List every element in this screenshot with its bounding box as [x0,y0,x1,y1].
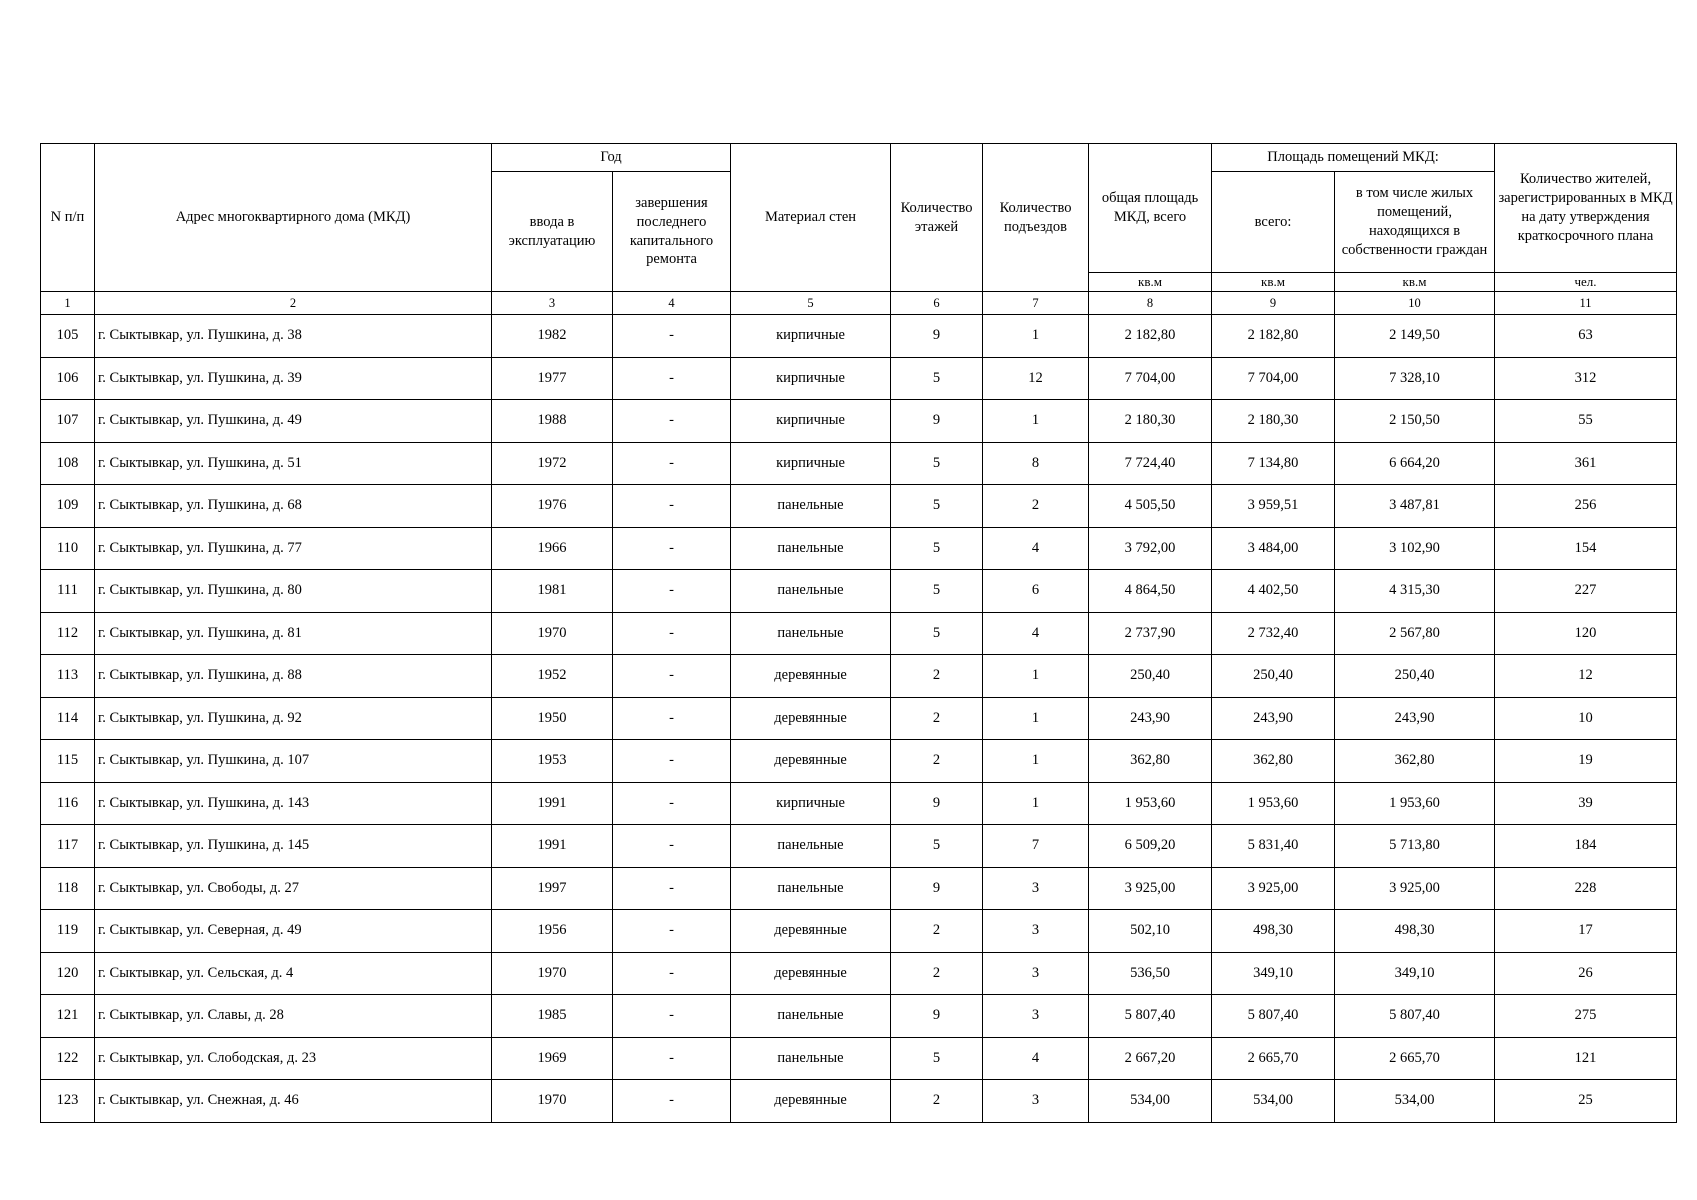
cell-total-area: 7 724,40 [1089,442,1212,485]
cell-row-num: 121 [41,995,95,1038]
cell-residents: 256 [1495,485,1677,528]
column-number: 7 [983,292,1089,315]
cell-residents: 184 [1495,825,1677,868]
cell-year-repair: - [613,825,731,868]
cell-residents: 39 [1495,782,1677,825]
header-address: Адрес многоквартирного дома (МКД) [95,144,492,292]
cell-total-area: 2 737,90 [1089,612,1212,655]
cell-entrances: 6 [983,570,1089,613]
table-row [41,1080,1677,1123]
cell-residents: 55 [1495,400,1677,443]
table-row [41,910,1677,953]
column-number: 2 [95,292,492,315]
cell-premises-residential: 2 149,50 [1335,315,1495,358]
cell-total-area: 2 180,30 [1089,400,1212,443]
cell-row-num: 123 [41,1080,95,1123]
cell-premises-residential: 2 665,70 [1335,1037,1495,1080]
table-row [41,995,1677,1038]
cell-wall-material: панельные [731,1037,891,1080]
cell-premises-total: 5 807,40 [1212,995,1335,1038]
cell-year-repair: - [613,995,731,1038]
header-premises-group: Площадь помещений МКД: [1212,144,1495,172]
column-number: 11 [1495,292,1677,315]
cell-floors: 5 [891,442,983,485]
cell-entrances: 3 [983,995,1089,1038]
table-header [41,144,1677,315]
table-row [41,782,1677,825]
cell-year-repair: - [613,697,731,740]
cell-total-area: 362,80 [1089,740,1212,783]
cell-premises-total: 1 953,60 [1212,782,1335,825]
cell-premises-total: 3 959,51 [1212,485,1335,528]
cell-premises-total: 534,00 [1212,1080,1335,1123]
cell-address: г. Сыктывкар, ул. Сельская, д. 4 [95,952,492,995]
cell-year-commission: 1969 [492,1037,613,1080]
cell-wall-material: кирпичные [731,442,891,485]
cell-entrances: 3 [983,952,1089,995]
cell-row-num: 108 [41,442,95,485]
cell-year-repair: - [613,485,731,528]
cell-premises-total: 3 484,00 [1212,527,1335,570]
cell-premises-total: 2 665,70 [1212,1037,1335,1080]
cell-address: г. Сыктывкар, ул. Пушкина, д. 92 [95,697,492,740]
column-number-row [41,292,1677,315]
cell-premises-total: 5 831,40 [1212,825,1335,868]
cell-total-area: 1 953,60 [1089,782,1212,825]
cell-year-commission: 1970 [492,952,613,995]
cell-entrances: 12 [983,357,1089,400]
cell-total-area: 4 864,50 [1089,570,1212,613]
cell-year-commission: 1953 [492,740,613,783]
table-row [41,655,1677,698]
cell-residents: 120 [1495,612,1677,655]
cell-floors: 5 [891,357,983,400]
cell-row-num: 122 [41,1037,95,1080]
cell-total-area: 6 509,20 [1089,825,1212,868]
cell-entrances: 3 [983,910,1089,953]
cell-premises-residential: 2 150,50 [1335,400,1495,443]
table-row [41,315,1677,358]
table-row [41,570,1677,613]
unit-total-area: кв.м [1089,273,1212,292]
cell-wall-material: кирпичные [731,315,891,358]
cell-premises-total: 2 180,30 [1212,400,1335,443]
cell-premises-total: 2 182,80 [1212,315,1335,358]
cell-residents: 19 [1495,740,1677,783]
table-row [41,867,1677,910]
table-row [41,825,1677,868]
cell-premises-residential: 3 487,81 [1335,485,1495,528]
cell-residents: 361 [1495,442,1677,485]
cell-residents: 17 [1495,910,1677,953]
cell-wall-material: панельные [731,995,891,1038]
cell-entrances: 8 [983,442,1089,485]
cell-floors: 5 [891,825,983,868]
cell-wall-material: панельные [731,570,891,613]
cell-year-commission: 1982 [492,315,613,358]
cell-address: г. Сыктывкар, ул. Пушкина, д. 68 [95,485,492,528]
cell-entrances: 1 [983,697,1089,740]
cell-entrances: 1 [983,782,1089,825]
cell-floors: 2 [891,655,983,698]
cell-year-commission: 1972 [492,442,613,485]
cell-address: г. Сыктывкар, ул. Слободская, д. 23 [95,1037,492,1080]
cell-wall-material: деревянные [731,697,891,740]
cell-premises-residential: 4 315,30 [1335,570,1495,613]
cell-total-area: 502,10 [1089,910,1212,953]
cell-wall-material: деревянные [731,740,891,783]
cell-entrances: 1 [983,655,1089,698]
cell-year-repair: - [613,655,731,698]
cell-row-num: 114 [41,697,95,740]
cell-total-area: 3 792,00 [1089,527,1212,570]
cell-total-area: 536,50 [1089,952,1212,995]
column-number: 1 [41,292,95,315]
cell-entrances: 7 [983,825,1089,868]
cell-premises-residential: 3 102,90 [1335,527,1495,570]
cell-premises-residential: 7 328,10 [1335,357,1495,400]
cell-row-num: 113 [41,655,95,698]
header-num: N п/п [41,144,95,292]
cell-address: г. Сыктывкар, ул. Пушкина, д. 145 [95,825,492,868]
cell-year-commission: 1952 [492,655,613,698]
cell-residents: 154 [1495,527,1677,570]
column-number: 5 [731,292,891,315]
table-row [41,400,1677,443]
cell-entrances: 4 [983,1037,1089,1080]
cell-entrances: 3 [983,1080,1089,1123]
cell-premises-total: 250,40 [1212,655,1335,698]
column-number: 10 [1335,292,1495,315]
cell-premises-residential: 5 713,80 [1335,825,1495,868]
cell-floors: 5 [891,1037,983,1080]
cell-row-num: 111 [41,570,95,613]
cell-premises-total: 3 925,00 [1212,867,1335,910]
cell-row-num: 105 [41,315,95,358]
cell-year-commission: 1977 [492,357,613,400]
cell-floors: 9 [891,867,983,910]
cell-row-num: 109 [41,485,95,528]
cell-year-repair: - [613,357,731,400]
table-row [41,952,1677,995]
cell-year-commission: 1976 [492,485,613,528]
cell-address: г. Сыктывкар, ул. Пушкина, д. 88 [95,655,492,698]
cell-residents: 63 [1495,315,1677,358]
cell-wall-material: деревянные [731,910,891,953]
cell-premises-residential: 250,40 [1335,655,1495,698]
cell-premises-total: 349,10 [1212,952,1335,995]
cell-address: г. Сыктывкар, ул. Северная, д. 49 [95,910,492,953]
cell-row-num: 110 [41,527,95,570]
cell-year-commission: 1981 [492,570,613,613]
cell-floors: 9 [891,995,983,1038]
cell-row-num: 112 [41,612,95,655]
cell-residents: 12 [1495,655,1677,698]
cell-premises-residential: 534,00 [1335,1080,1495,1123]
cell-row-num: 120 [41,952,95,995]
cell-year-commission: 1991 [492,782,613,825]
cell-total-area: 4 505,50 [1089,485,1212,528]
cell-address: г. Сыктывкар, ул. Снежная, д. 46 [95,1080,492,1123]
unit-premises-residential: кв.м [1335,273,1495,292]
cell-year-repair: - [613,1037,731,1080]
header-year-commission: ввода в эксплуатацию [492,172,613,292]
cell-address: г. Сыктывкар, ул. Пушкина, д. 38 [95,315,492,358]
cell-premises-total: 2 732,40 [1212,612,1335,655]
cell-residents: 25 [1495,1080,1677,1123]
cell-premises-residential: 3 925,00 [1335,867,1495,910]
header-wall-material: Материал стен [731,144,891,292]
table-row [41,740,1677,783]
cell-year-repair: - [613,952,731,995]
cell-year-commission: 1966 [492,527,613,570]
cell-total-area: 534,00 [1089,1080,1212,1123]
header-total-area: общая площадь МКД, всего [1089,144,1212,273]
cell-year-repair: - [613,570,731,613]
cell-year-commission: 1970 [492,612,613,655]
cell-premises-residential: 5 807,40 [1335,995,1495,1038]
cell-entrances: 1 [983,400,1089,443]
cell-wall-material: кирпичные [731,400,891,443]
cell-year-repair: - [613,442,731,485]
housing-table [40,143,1677,1123]
column-number: 6 [891,292,983,315]
cell-row-num: 116 [41,782,95,825]
cell-year-repair: - [613,910,731,953]
header-residents: Количество жителей, зарегистрированных в МКД на дату утверждения краткосрочного плана [1495,144,1677,273]
cell-year-repair: - [613,740,731,783]
cell-wall-material: панельные [731,612,891,655]
table-row [41,1037,1677,1080]
cell-total-area: 7 704,00 [1089,357,1212,400]
cell-floors: 9 [891,400,983,443]
cell-total-area: 5 807,40 [1089,995,1212,1038]
unit-premises-total: кв.м [1212,273,1335,292]
cell-premises-total: 7 704,00 [1212,357,1335,400]
cell-premises-total: 362,80 [1212,740,1335,783]
header-premises-residential: в том числе жилых помещений, находящихся в собственности граждан [1335,172,1495,273]
column-number: 8 [1089,292,1212,315]
cell-floors: 5 [891,612,983,655]
header-premises-total: всего: [1212,172,1335,273]
table-body [41,315,1677,1123]
cell-address: г. Сыктывкар, ул. Пушкина, д. 143 [95,782,492,825]
cell-year-repair: - [613,612,731,655]
cell-address: г. Сыктывкар, ул. Пушкина, д. 49 [95,400,492,443]
cell-floors: 2 [891,740,983,783]
cell-premises-residential: 243,90 [1335,697,1495,740]
cell-row-num: 115 [41,740,95,783]
column-number: 4 [613,292,731,315]
cell-residents: 312 [1495,357,1677,400]
cell-year-repair: - [613,527,731,570]
cell-year-commission: 1970 [492,1080,613,1123]
cell-row-num: 107 [41,400,95,443]
cell-address: г. Сыктывкар, ул. Пушкина, д. 39 [95,357,492,400]
cell-total-area: 3 925,00 [1089,867,1212,910]
cell-premises-total: 7 134,80 [1212,442,1335,485]
table-row [41,442,1677,485]
cell-year-repair: - [613,867,731,910]
cell-floors: 2 [891,1080,983,1123]
cell-entrances: 2 [983,485,1089,528]
table-row [41,697,1677,740]
cell-premises-residential: 6 664,20 [1335,442,1495,485]
cell-total-area: 2 182,80 [1089,315,1212,358]
cell-year-commission: 1950 [492,697,613,740]
cell-row-num: 117 [41,825,95,868]
cell-premises-residential: 362,80 [1335,740,1495,783]
cell-wall-material: деревянные [731,655,891,698]
cell-year-commission: 1991 [492,825,613,868]
cell-premises-residential: 2 567,80 [1335,612,1495,655]
cell-premises-residential: 349,10 [1335,952,1495,995]
column-number: 9 [1212,292,1335,315]
cell-floors: 2 [891,952,983,995]
unit-residents: чел. [1495,273,1677,292]
cell-premises-total: 4 402,50 [1212,570,1335,613]
cell-year-repair: - [613,782,731,825]
cell-floors: 9 [891,782,983,825]
cell-address: г. Сыктывкар, ул. Пушкина, д. 77 [95,527,492,570]
header-floors: Количество этажей [891,144,983,292]
cell-address: г. Сыктывкар, ул. Пушкина, д. 107 [95,740,492,783]
cell-residents: 275 [1495,995,1677,1038]
cell-entrances: 4 [983,612,1089,655]
cell-floors: 2 [891,910,983,953]
cell-address: г. Сыктывкар, ул. Пушкина, д. 81 [95,612,492,655]
cell-residents: 10 [1495,697,1677,740]
cell-wall-material: деревянные [731,952,891,995]
cell-total-area: 243,90 [1089,697,1212,740]
cell-year-repair: - [613,1080,731,1123]
header-year-repair: завершения последнего капитального ремонта [613,172,731,292]
cell-wall-material: кирпичные [731,357,891,400]
cell-row-num: 118 [41,867,95,910]
cell-total-area: 250,40 [1089,655,1212,698]
cell-floors: 5 [891,485,983,528]
header-entrances: Количество подъездов [983,144,1089,292]
table-row [41,485,1677,528]
cell-entrances: 4 [983,527,1089,570]
cell-wall-material: деревянные [731,1080,891,1123]
cell-year-repair: - [613,400,731,443]
cell-entrances: 1 [983,740,1089,783]
cell-premises-residential: 1 953,60 [1335,782,1495,825]
cell-year-commission: 1997 [492,867,613,910]
cell-entrances: 3 [983,867,1089,910]
column-number: 3 [492,292,613,315]
cell-year-commission: 1956 [492,910,613,953]
cell-address: г. Сыктывкар, ул. Славы, д. 28 [95,995,492,1038]
cell-year-commission: 1985 [492,995,613,1038]
cell-premises-total: 243,90 [1212,697,1335,740]
cell-wall-material: кирпичные [731,782,891,825]
cell-entrances: 1 [983,315,1089,358]
cell-residents: 228 [1495,867,1677,910]
cell-residents: 227 [1495,570,1677,613]
cell-address: г. Сыктывкар, ул. Пушкина, д. 80 [95,570,492,613]
cell-premises-total: 498,30 [1212,910,1335,953]
table-row [41,357,1677,400]
cell-address: г. Сыктывкар, ул. Свободы, д. 27 [95,867,492,910]
cell-floors: 5 [891,527,983,570]
header-year-group: Год [492,144,731,172]
cell-premises-residential: 498,30 [1335,910,1495,953]
table-row [41,527,1677,570]
cell-row-num: 119 [41,910,95,953]
cell-year-repair: - [613,315,731,358]
cell-wall-material: панельные [731,867,891,910]
table-row [41,612,1677,655]
cell-floors: 9 [891,315,983,358]
cell-address: г. Сыктывкар, ул. Пушкина, д. 51 [95,442,492,485]
cell-year-commission: 1988 [492,400,613,443]
cell-wall-material: панельные [731,485,891,528]
cell-residents: 26 [1495,952,1677,995]
cell-wall-material: панельные [731,527,891,570]
cell-wall-material: панельные [731,825,891,868]
cell-floors: 5 [891,570,983,613]
cell-floors: 2 [891,697,983,740]
cell-total-area: 2 667,20 [1089,1037,1212,1080]
cell-residents: 121 [1495,1037,1677,1080]
cell-row-num: 106 [41,357,95,400]
